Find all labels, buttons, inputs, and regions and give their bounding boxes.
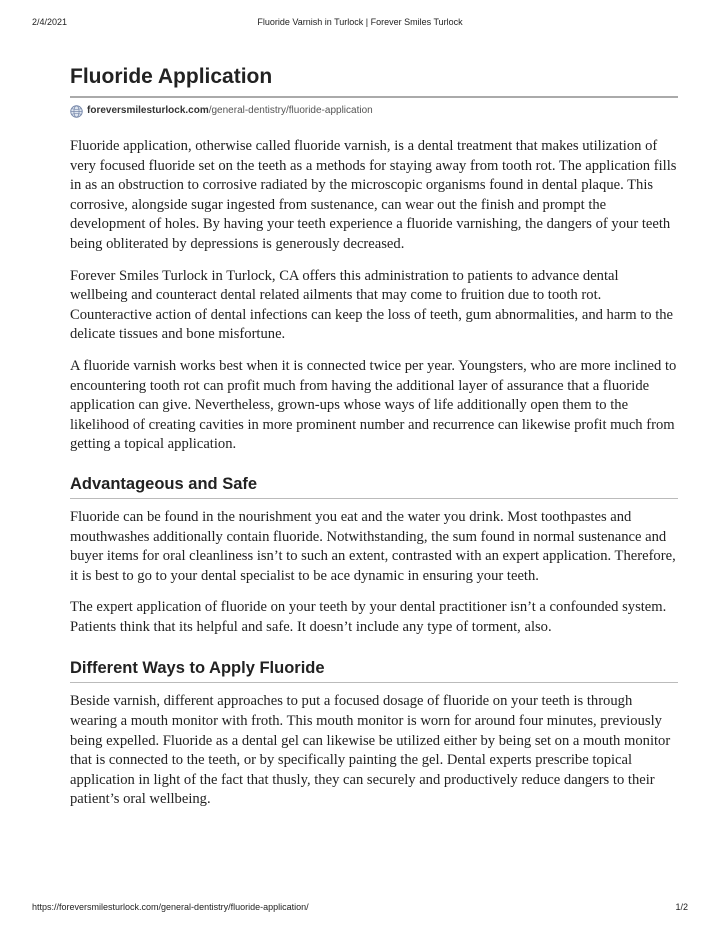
intro-paragraph-1: Fluoride application, otherwise called fluoride varnish, is a dental treatment that makes utilization of very focused fluoride set on the teeth as a methods for staying away from tooth rot. The application fills in as an obstruction to corrosive radiated by the microscopic organisms found in dental plaque. This corrosive, alongside sugar ingested from sustenance, can wear out the finish and prompt the development of holes. By having your teeth experience a fluoride varnishing, the dangers of your teeth being obliterated by depressions is generously decreased. <box>70 138 677 252</box>
page-number: 1/2 <box>675 902 688 912</box>
section-heading-different-ways: Different Ways to Apply Fluoride <box>70 659 325 678</box>
article-title: Fluoride Application <box>70 65 273 88</box>
title-divider <box>70 96 678 98</box>
section-heading-advantageous: Advantageous and Safe <box>70 474 258 493</box>
print-footer <box>0 902 720 914</box>
intro-paragraph-2: Forever Smiles Turlock in Turlock, CA offers this administration to patients to advance dental wellbeing and counteract dental related ailments that may come to fruition due to tooth rot. Counteractive action of dental infections can keep the loss of teeth, gum abnormalities, and harm to the delicate tissues and bone misfortune. <box>70 267 674 343</box>
print-page-title: Fluoride Varnish in Turlock | Forever Smiles Turlock <box>257 17 463 27</box>
source-domain: foreversmilesturlock.com <box>87 105 209 116</box>
section-1-paragraph-2: The expert application of fluoride on your teeth by your dental practitioner isn’t a confounded system. Patients think that its helpful and safe. It doesn’t include any type of torment, also. <box>70 599 667 635</box>
intro-paragraph-3: A fluoride varnish works best when it is connected twice per year. Youngsters, who are more inclined to encountering tooth rot can profit much from having the additional layer of assurance that a fluoride application can give. Nevertheless, grown-ups whose ways of life additionally open them to the likelihood of creating cavities in more prominent number and recurrence can likewise profit much from getting a topical application. <box>70 357 677 453</box>
print-url: https://foreversmilesturlock.com/general-dentistry/fluoride-application/ <box>32 902 309 912</box>
article <box>70 62 678 810</box>
globe-icon <box>70 105 83 118</box>
section-2-paragraph-1: Beside varnish, different approaches to put a focused dosage of fluoride on your teeth is through wearing a mouth monitor with froth. This mouth monitor is worn for around four minutes, previously being expelled. Fluoride as a dental gel can likewise be utilized either by being set on a mouth monitor that is connected to the teeth, or by specifically painting the gel. Dental experts prescribe topical application in light of the fact that thusly, they can securely and productively reduce dangers to their patient’s oral wellbeing. <box>70 693 671 808</box>
section-divider <box>70 682 678 683</box>
section-divider <box>70 498 678 499</box>
print-header <box>0 17 720 29</box>
section-1-paragraph-1: Fluoride can be found in the nourishment you eat and the water you drink. Most toothpastes and mouthwashes additionally contain fluoride. Notwithstanding, the sum found in normal sustenance and buyer items for oral cleanliness isn’t to such an extent, contrasted with an expert application. Therefore, it is best to go to your dental specialist to be ace dynamic in ensuring your teeth. <box>70 508 676 584</box>
print-date: 2/4/2021 <box>32 17 68 27</box>
source-path: /general-dentistry/fluoride-application <box>208 105 373 116</box>
source-link[interactable] <box>70 103 678 119</box>
